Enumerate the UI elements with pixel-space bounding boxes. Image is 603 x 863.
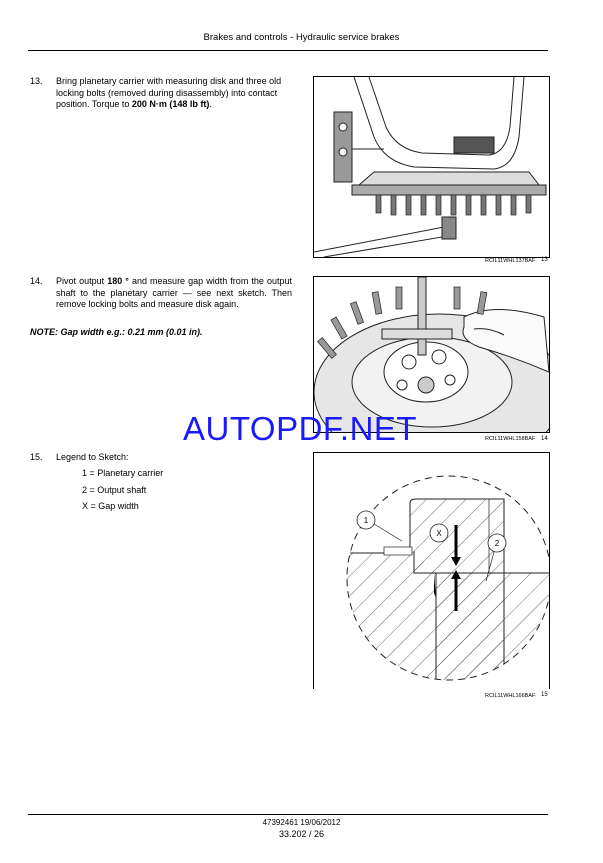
figure-number: 15	[541, 692, 548, 698]
step-text: Bring planetary carrier with measuring disk and three old locking bolts (removed during disassembly) into contact position. Torque to 200 N·m (148 lb ft).	[56, 76, 282, 109]
gap-width-sketch	[314, 453, 549, 689]
legend-item: 1 = Planetary carrier	[82, 468, 164, 478]
figure-code: RCIL11WHL158BAF	[485, 436, 536, 442]
legend-item: X = Gap width	[82, 501, 139, 511]
figure-number: 14	[541, 436, 548, 442]
step-number: 14.	[30, 276, 43, 286]
callout-1: 1	[363, 516, 369, 525]
gap-measurement-illustration	[314, 277, 549, 432]
figure-15-sketch	[313, 452, 550, 689]
step-14	[30, 276, 292, 311]
footer-doc-id: 47392461 19/06/2012	[262, 818, 341, 827]
step-number: 13.	[30, 76, 43, 86]
planetary-carrier-illustration	[314, 77, 549, 257]
footer-rule	[28, 814, 548, 815]
callout-2: 2	[494, 539, 500, 548]
footer-page-number: 33.202 / 26	[278, 829, 325, 839]
figure-code: RCIL11WHL137BAF	[485, 258, 536, 264]
figure-number: 13	[541, 257, 548, 263]
note: NOTE: Gap width e.g.: 0.21 mm (0.01 in).	[30, 327, 203, 337]
step-text: Pivot output 180 ° and measure gap width from the output shaft to the planetary carrier — see next sketch. Then remove locking bolts and measure disk again.	[56, 276, 292, 309]
figure-13-photo	[313, 76, 550, 258]
step-15	[30, 452, 292, 464]
watermark: AUTOPDF.NET	[183, 410, 418, 447]
step-13	[30, 76, 292, 111]
legend-list	[82, 465, 163, 515]
page-header: Brakes and controls - Hydraulic service brakes	[203, 32, 400, 43]
legend-item: 2 = Output shaft	[82, 484, 147, 495]
step-text: Legend to Sketch:	[56, 452, 129, 462]
callout-x: X	[436, 529, 442, 538]
figure-code: RCIL11WHL166BAF	[485, 693, 536, 699]
header-rule	[28, 50, 548, 51]
step-number: 15.	[30, 452, 43, 462]
